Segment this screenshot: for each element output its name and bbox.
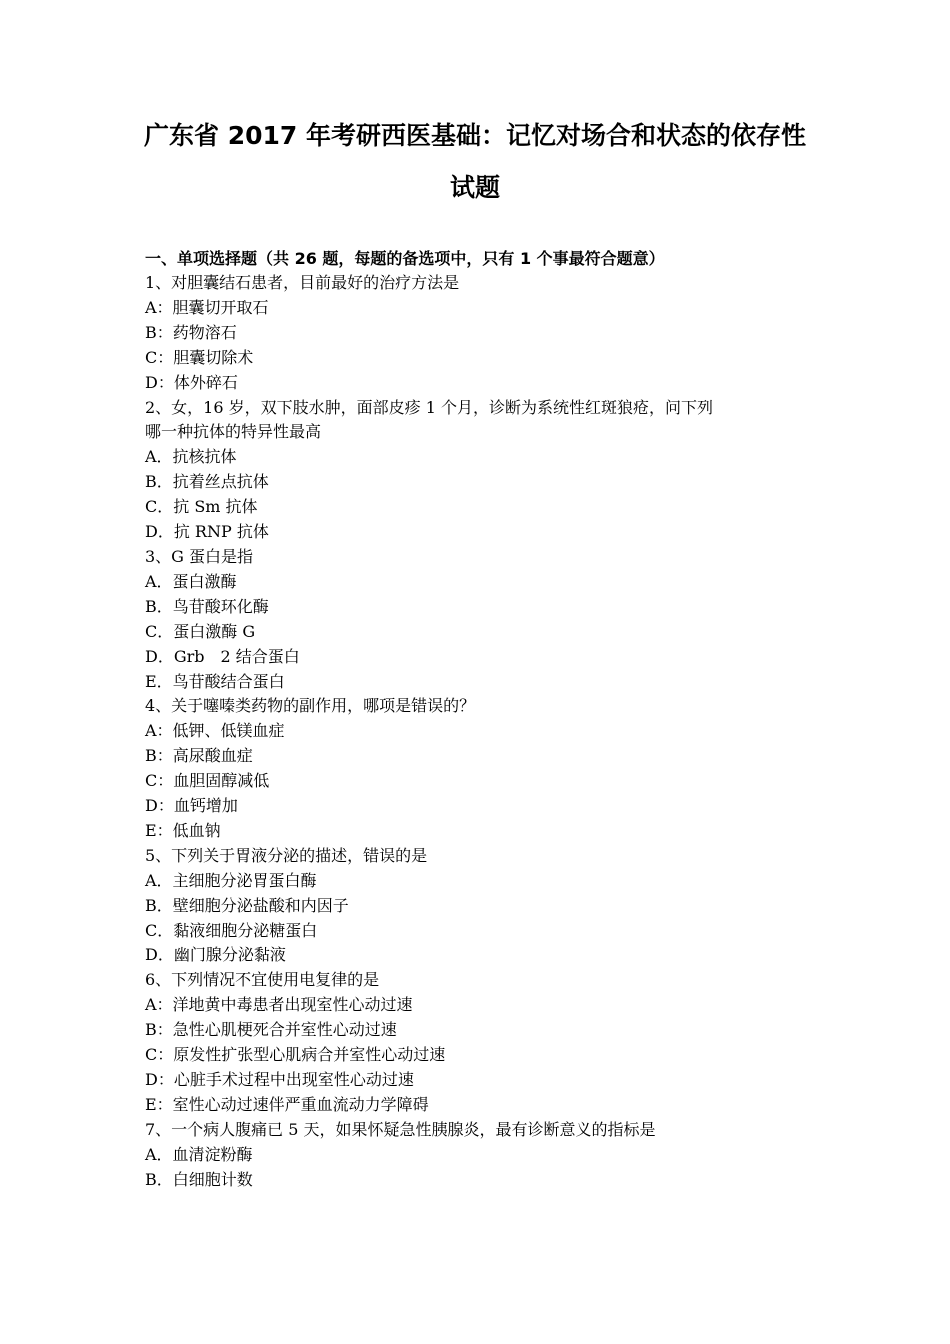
- option-b: B．抗着丝点抗体: [145, 472, 269, 492]
- option-a: A．抗核抗体: [145, 447, 237, 467]
- option-e: E：低血钠: [145, 820, 221, 840]
- option-c: C：原发性扩张型心肌病合并室性心动过速: [145, 1045, 446, 1065]
- question-5: [145, 844, 815, 969]
- option-b: B：急性心肌梗死合并室性心动过速: [145, 1020, 397, 1040]
- option-b: B．白细胞计数: [145, 1169, 253, 1189]
- question-4: [145, 694, 815, 843]
- option-a: A．蛋白激酶: [145, 571, 237, 591]
- section-heading: 一、单项选择题（共 26 题，每题的备选项中，只有 1 个事最符合题意）: [145, 249, 665, 268]
- document-title-line-2: 试题: [449, 173, 500, 202]
- option-d: D：血钙增加: [145, 796, 238, 816]
- option-b: B：高尿酸血症: [145, 746, 253, 766]
- option-c: C：血胆固醇减低: [145, 771, 270, 791]
- question-1: [145, 271, 815, 396]
- question-stem-continued: 哪一种抗体的特异性最高: [145, 422, 322, 442]
- question-stem: 3、G 蛋白是指: [145, 546, 254, 566]
- question-6: [145, 968, 815, 1117]
- option-d: D：体外碎石: [145, 372, 238, 392]
- question-stem: 2、女，16 岁，双下肢水肿，面部皮疹 1 个月，诊断为系统性红斑狼疮，问下列: [145, 397, 713, 417]
- option-a: A．血清淀粉酶: [145, 1144, 253, 1164]
- option-a: A：洋地黄中毒患者出现室性心动过速: [145, 995, 413, 1015]
- option-d: D．幽门腺分泌黏液: [145, 945, 286, 965]
- option-a: A：低钾、低镁血症: [145, 721, 285, 741]
- option-c: C：胆囊切除术: [145, 347, 254, 367]
- question-stem: 7、一个病人腹痛已 5 天，如果怀疑急性胰腺炎，最有诊断意义的指标是: [145, 1119, 656, 1139]
- option-b: B．鸟苷酸环化酶: [145, 596, 269, 616]
- question-stem: 6、下列情况不宜使用电复律的是: [145, 970, 380, 990]
- option-c: C．黏液细胞分泌糖蛋白: [145, 920, 318, 940]
- question-7: [145, 1118, 815, 1193]
- question-2: [145, 396, 815, 545]
- option-e: E：室性心动过速伴严重血流动力学障碍: [145, 1094, 429, 1114]
- option-c: C．蛋白激酶 G: [145, 621, 256, 641]
- question-3: [145, 545, 815, 694]
- option-d: D．抗 RNP 抗体: [145, 522, 269, 542]
- document-body: [145, 246, 815, 1193]
- question-stem: 4、关于噻嗪类药物的副作用，哪项是错误的？: [145, 696, 476, 716]
- option-b: B：药物溶石: [145, 322, 237, 342]
- option-d: D：心脏手术过程中出现室性心动过速: [145, 1070, 414, 1089]
- option-a: A：胆囊切开取石: [145, 297, 269, 317]
- question-stem: 5、下列关于胃液分泌的描述，错误的是: [145, 845, 428, 865]
- document-title-line-1: 广东省 2017 年考研西医基础：记忆对场合和状态的依存性: [144, 121, 806, 150]
- option-e: E．鸟苷酸结合蛋白: [145, 671, 285, 691]
- question-stem: 1、对胆囊结石患者，目前最好的治疗方法是: [145, 273, 460, 292]
- option-a: A．主细胞分泌胃蛋白酶: [145, 870, 317, 890]
- option-d: D．Grb 2 结合蛋白: [145, 646, 300, 666]
- option-c: C．抗 Sm 抗体: [145, 497, 258, 517]
- option-b: B．壁细胞分泌盐酸和内因子: [145, 895, 349, 915]
